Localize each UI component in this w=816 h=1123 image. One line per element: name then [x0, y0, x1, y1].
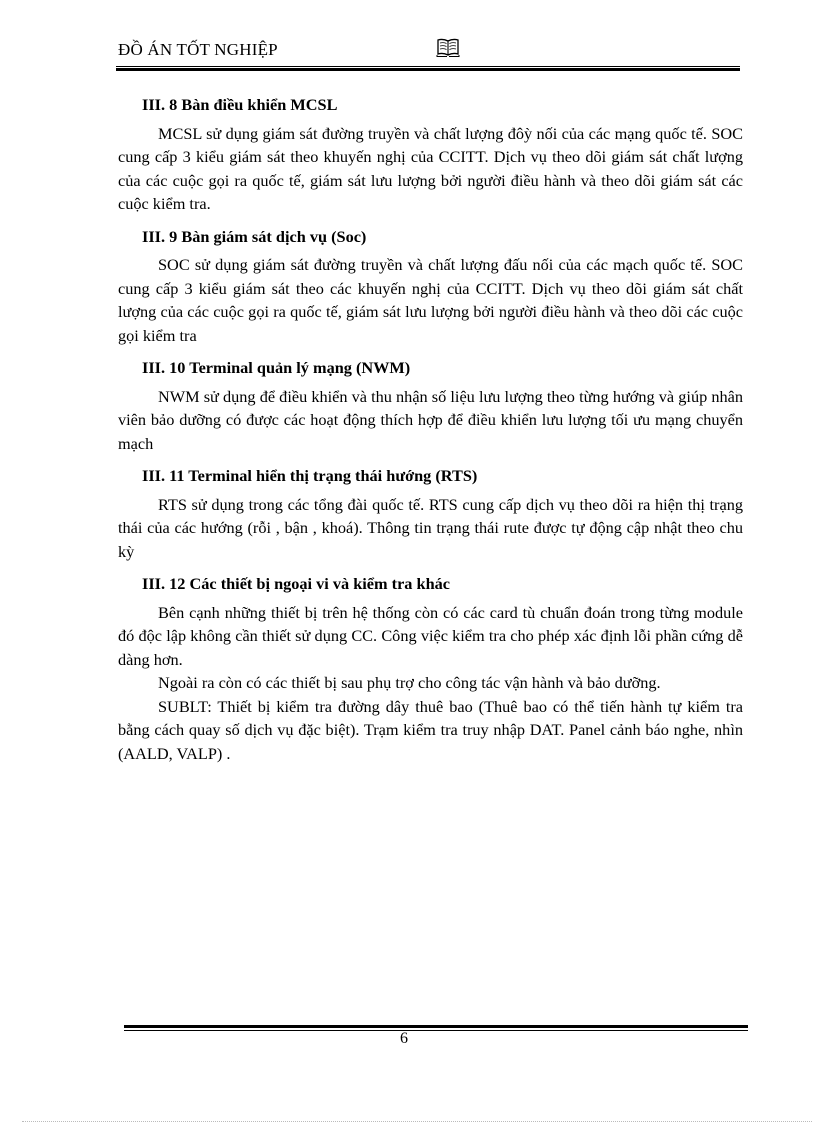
- section-soc: [118, 225, 743, 348]
- page-edge: [22, 1121, 812, 1122]
- section-heading: III. 10 Terminal quản lý mạng (NWM): [142, 358, 411, 377]
- page-number: 6: [400, 1030, 408, 1047]
- footer-divider: [124, 1025, 748, 1031]
- paragraph: MCSL sử dụng giám sát đường truyền và chất lượng đôỳ nối của các mạng quốc tế. SOC cung cấp 3 kiểu giám sát theo khuyến nghị của CCITT. Dịch vụ theo dõi giám sát chất lượng của các cuộc gọi ra quốc tế, giám sát lưu lượng bởi người điều hành và theo dõi giám sát các cuộc kiểm tra.: [118, 123, 743, 213]
- section-nwm: [118, 356, 743, 455]
- section-rts: [118, 464, 743, 563]
- section-peripherals: [118, 572, 743, 765]
- section-heading: III. 12 Các thiết bị ngoại vi và kiểm tra khác: [142, 574, 450, 593]
- header-divider: [116, 66, 740, 71]
- document-body: [118, 93, 743, 765]
- page-header: [118, 36, 740, 62]
- paragraph: SUBLT: Thiết bị kiểm tra đường dây thuê bao (Thuê bao có thể tiến hành tự kiểm tra bằng cách quay số dịch vụ đặc biệt). Trạm kiểm tra truy nhập DAT. Panel cảnh báo nghe, nhìn (AALD, VALP) .: [118, 696, 743, 763]
- section-heading: III. 11 Terminal hiển thị trạng thái hướng (RTS): [142, 466, 478, 485]
- open-book-icon: [436, 38, 460, 63]
- section-mcsl: [118, 93, 743, 216]
- paragraph: Ngoài ra còn có các thiết bị sau phụ trợ cho công tác vận hành và bảo dưỡng.: [158, 673, 661, 692]
- paragraph: NWM sử dụng để điều khiển và thu nhận số liệu lưu lượng theo từng hướng và giúp nhân viên bảo dưỡng có được các hoạt động thích hợp để điều khiển lưu lượng tối ưu mạng chuyển mạch: [118, 386, 743, 453]
- section-heading: III. 8 Bàn điều khiển MCSL: [142, 95, 338, 114]
- section-heading: III. 9 Bàn giám sát dịch vụ (Soc): [142, 226, 367, 246]
- paragraph: SOC sử dụng giám sát đường truyền và chất lượng đấu nối của các mạch quốc tế. SOC cung cấp 3 kiểu giám sát theo các khuyến nghị của CCITT. Dịch vụ theo dõi giám sát chất lượng của các cuộc gọi ra quốc tế, giám sát lưu lượng bởi người điều hành và theo dõi các cuộc gọi kiểm tra: [118, 255, 743, 345]
- header-title: ĐỒ ÁN TỐT NGHIỆP: [118, 40, 278, 59]
- paragraph: RTS sử dụng trong các tổng đài quốc tế. RTS cung cấp dịch vụ theo dõi ra hiện thị trạng thái của các hướng (rỗi , bận , khoá). Thông tin trạng thái rute được tự động cập nhật theo chu kỳ: [118, 494, 743, 561]
- paragraph: Bên cạnh những thiết bị trên hệ thống còn có các card tù chuẩn đoán trong từng module đó độc lập không cần thiết sử dụng CC. Công việc kiểm tra cho phép xác định lỗi phần cứng dễ dàng hơn.: [118, 602, 743, 669]
